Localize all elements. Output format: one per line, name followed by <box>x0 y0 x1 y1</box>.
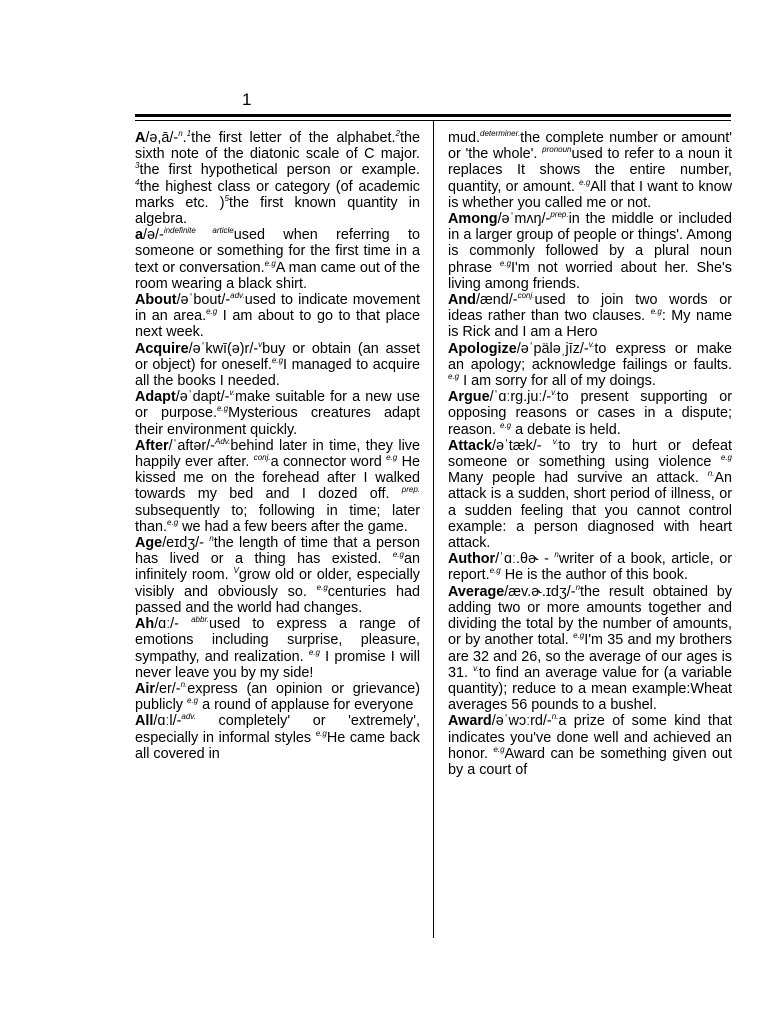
entry-text: /æv.ɚ.ɪdʒ/- <box>504 583 576 600</box>
entry-headword: Among <box>448 211 498 228</box>
entry-text: /əˈwɔːrd/- <box>491 713 552 730</box>
entry-label-superscript: e.g <box>579 177 591 187</box>
entry-label-superscript: conj. <box>517 291 535 301</box>
entry-text: the sixth note of the diatonic scale of C major. <box>135 130 420 163</box>
dictionary-entry <box>448 130 732 211</box>
entry-text: completely' or 'extremely', especially in informal styles <box>135 713 420 746</box>
entry-text: /ˈɑːrg.juː/- <box>489 389 552 406</box>
entry-label-superscript: 5 <box>224 194 229 204</box>
dictionary-entry <box>135 616 420 681</box>
entry-text: Award can be something given out by a court of <box>448 745 732 778</box>
entry-headword: About <box>135 292 177 309</box>
entry-headword: Adapt <box>135 389 176 406</box>
entry-headword: Age <box>135 535 163 552</box>
entry-text: to express or make an apology; acknowledge failings or faults. <box>448 340 732 373</box>
entry-label-superscript: e.g <box>264 258 276 268</box>
entry-label-superscript: prep. <box>401 485 420 495</box>
entry-text: /əˈbout/- <box>176 292 231 309</box>
entry-label-superscript: v. <box>552 437 559 447</box>
entry-text: /əˈpäləˌjīz/- <box>516 340 589 357</box>
entry-label-superscript: pronoun <box>542 145 572 155</box>
entry-text: /ænd/- <box>475 292 518 309</box>
dictionary-entry <box>135 681 420 713</box>
entry-text: I managed to acquire all the books I needed. <box>135 356 420 390</box>
entry-text: the result obtained by adding two or more amounts together and dividing the total by the number of amounts, or by another total. <box>448 583 732 649</box>
entry-headword: Air <box>135 680 155 697</box>
dictionary-entry <box>448 389 732 438</box>
entry-text: to find an average value for (a variable quantity); reduce to a mean example:Wheat averages 56 pounds to a bushel. <box>448 664 732 714</box>
entry-label-superscript: n <box>178 129 183 139</box>
entry-label-superscript: e.g <box>316 582 328 592</box>
entry-label-superscript: e.g <box>573 631 585 641</box>
entry-label-superscript: 1 <box>186 129 192 139</box>
entry-text: I promise I will never leave you by my side! <box>135 648 421 681</box>
entry-label-superscript: n <box>554 550 559 560</box>
entry-text: make suitable for a new use or purpose. <box>135 389 420 422</box>
entry-text: used when referring to someone or something for the first time in a text or conversation. <box>135 227 420 276</box>
right-column <box>448 130 732 778</box>
entry-text: in the middle or included in a larger group of people or things'. Among is commonly followed by a plural noun phrase <box>448 211 732 276</box>
entry-label-superscript: indefinite article <box>163 226 234 236</box>
entry-headword: All <box>135 713 154 730</box>
dictionary-entry <box>135 341 420 390</box>
entry-label-superscript: v <box>258 339 263 349</box>
entry-label-superscript: adv. <box>230 291 245 301</box>
entry-text: mud. <box>448 130 480 146</box>
entry-label-superscript: Adv. <box>214 437 231 447</box>
dictionary-entry <box>135 292 420 341</box>
entry-label-superscript: e.g <box>216 404 229 414</box>
entry-label-superscript: n <box>209 534 214 544</box>
entry-text: centuries had passed and the world had changes. <box>135 583 421 616</box>
entry-text: writer of a book, article, or report. <box>448 551 732 584</box>
entry-text: the first letter of the alphabet. <box>191 130 396 146</box>
entry-text: the length of time that a person has lived or a thing has existed. <box>135 535 420 568</box>
entry-text: subsequently to; following in time; later than. <box>135 502 420 535</box>
dictionary-entry <box>448 211 732 292</box>
dictionary-entry <box>135 389 420 438</box>
entry-text: express (an opinion or grievance) publicly <box>135 680 420 714</box>
entry-label-superscript: e.g <box>720 453 732 463</box>
entry-label-superscript: n. <box>180 680 188 690</box>
entry-text: He is the author of this book. <box>500 567 688 584</box>
entry-text: the complete number or amount' or 'the whole'. <box>448 130 732 163</box>
dictionary-entry <box>448 551 732 583</box>
entry-text: I am sorry for all of my doings. <box>459 373 656 390</box>
entry-text: used to indicate movement in an area. <box>135 292 420 325</box>
entry-text: A man came out of the room wearing a black shirt. <box>135 259 420 292</box>
entry-text: He came back all covered in <box>135 729 421 762</box>
entry-label-superscript: e.g <box>650 307 662 317</box>
entry-label-superscript: e.g <box>392 550 404 560</box>
entry-label-superscript: adv. <box>181 712 196 722</box>
entry-text: the first hypothetical person or example. <box>139 162 420 179</box>
dictionary-entry <box>448 713 732 778</box>
entry-text: used to join two words or ideas rather than two clauses. <box>448 292 732 325</box>
entry-label-superscript: v. <box>551 388 557 398</box>
entry-text: He kissed me on the forehead after I walked towards my bed and I dozed off. <box>135 454 420 503</box>
entry-text: Mysterious creatures adapt their environment quickly. <box>135 405 420 438</box>
entry-text: the first known quantity in algebra. <box>135 194 420 228</box>
entry-text: /ə,ā/- <box>145 130 179 146</box>
entry-label-superscript: e.g <box>187 696 199 706</box>
entry-text: to present supporting or opposing reasons or cases in a dispute; reason. <box>448 389 732 438</box>
entry-text: /ə/- <box>143 227 164 244</box>
entry-headword: And <box>448 292 476 309</box>
entry-text: Many people had survive an attack. <box>448 470 708 487</box>
entry-label-superscript: e.g <box>386 453 398 463</box>
entry-text: we had a few beers after the game. <box>178 518 408 535</box>
entry-text: All that I want to know is whether you called me or not. <box>448 178 733 211</box>
entry-text: /əˈtæk/- <box>492 437 553 454</box>
entry-text: used to express a range of emotions including surprise, pleasure, sympathy, and realization. <box>135 616 420 665</box>
entry-text: a debate is held. <box>511 421 621 438</box>
entry-text: a connector word <box>270 454 387 471</box>
entry-headword: Attack <box>448 437 492 454</box>
entry-text: to try to hurt or defeat someone or something using violence <box>448 437 732 471</box>
entry-text: I am about to go to that place next week. <box>135 308 420 341</box>
page-number: 1 <box>242 90 252 109</box>
entry-label-superscript: n. <box>551 712 559 722</box>
entry-text: /eɪdʒ/- <box>162 535 210 552</box>
entry-text: grow old or older, especially visibly and obviously so. <box>135 567 420 600</box>
entry-text: /ˈaftər/- <box>168 437 215 454</box>
entry-headword: Ah <box>135 616 155 633</box>
entry-headword: Acquire <box>135 340 189 357</box>
header-rule-thick <box>135 114 731 117</box>
entry-label-superscript: prep. <box>550 210 569 220</box>
entry-headword: Argue <box>448 389 490 406</box>
entry-label-superscript: e.g <box>271 356 284 366</box>
entry-label-superscript: e.g <box>489 566 501 576</box>
dictionary-entry <box>448 584 732 714</box>
entry-text: /ɑːl/- <box>153 713 182 730</box>
dictionary-entry <box>448 292 732 341</box>
entry-text: /ˈɑː.θɚ - <box>495 551 555 568</box>
entry-text: used to refer to a noun it replaces It shows the entire number, quantity, or amount. <box>448 146 732 195</box>
dictionary-entry <box>135 713 420 762</box>
entry-text: /ɑː/- <box>154 616 192 633</box>
left-column <box>135 130 420 762</box>
entry-label-superscript: e.g <box>206 307 218 317</box>
entry-label-superscript: e.g <box>167 518 179 528</box>
entry-label-superscript: 3 <box>135 161 140 171</box>
entry-label-superscript: e.g <box>448 372 460 382</box>
entry-label-superscript: 2 <box>395 129 400 139</box>
dictionary-entry <box>448 438 732 551</box>
entry-label-superscript: determiner. <box>480 129 521 139</box>
entry-text: /əˈmʌŋ/- <box>497 211 551 228</box>
entry-headword: Author <box>448 551 496 568</box>
entry-label-superscript: e.g <box>500 420 512 430</box>
entry-headword: After <box>135 437 169 454</box>
entry-headword: Award <box>448 713 492 730</box>
entry-label-superscript: e.g <box>499 258 512 268</box>
entry-label-superscript: v. <box>588 339 595 349</box>
entry-text: an infinitely room. <box>135 551 420 584</box>
entry-text: An attack is a sudden, short period of illness, or a sudden feeling that you cannot control example: a person diagnosed with heart attack. <box>448 470 732 552</box>
entry-headword: Average <box>448 583 505 600</box>
dictionary-entry <box>448 341 732 390</box>
entry-text: : My name is Rick and I am a Hero <box>448 308 732 341</box>
entry-text: . <box>182 130 187 146</box>
entry-text: I'm 35 and my brothers are 32 and 26, so the average of our ages is 31. <box>448 632 732 681</box>
entry-label-superscript: conj. <box>253 453 271 463</box>
entry-headword: Apologize <box>448 340 517 357</box>
entry-text: /əˈdapt/- <box>175 389 230 406</box>
column-divider <box>433 121 434 938</box>
entry-text: /əˈkwī(ə)r/- <box>188 340 259 357</box>
entry-text: a prize of some kind that indicates you've done well and achieved an honor. <box>448 713 732 762</box>
entry-text: I'm not worried about her. She's living among friends. <box>448 259 732 292</box>
dictionary-entry <box>135 438 420 535</box>
entry-label-superscript: abbr. <box>191 615 210 625</box>
entry-text: behind later in time, they live happily ever after. <box>135 437 420 471</box>
entry-label-superscript: 4 <box>135 177 140 187</box>
entry-text: a round of applause for everyone <box>198 697 414 714</box>
entry-label-superscript: e.g <box>308 647 320 657</box>
entry-label-superscript: n <box>575 582 581 592</box>
dictionary-entry <box>135 535 420 616</box>
dictionary-entry <box>135 227 420 292</box>
entry-headword: A <box>135 130 146 146</box>
entry-label-superscript: V <box>233 566 239 576</box>
entry-label-superscript: v. <box>473 663 479 673</box>
entry-label-superscript: e.g <box>493 744 505 754</box>
entry-label-superscript: n. <box>707 469 715 479</box>
entry-label-superscript: e.g <box>315 728 327 738</box>
entry-text: buy or obtain (an asset or object) for oneself. <box>135 340 420 373</box>
entry-headword: a <box>135 227 144 244</box>
entry-text: /er/- <box>155 680 181 697</box>
dictionary-entry <box>135 130 420 227</box>
entry-text: the highest class or category (of academic marks etc. ) <box>135 178 420 211</box>
entry-label-superscript: v. <box>229 388 236 398</box>
